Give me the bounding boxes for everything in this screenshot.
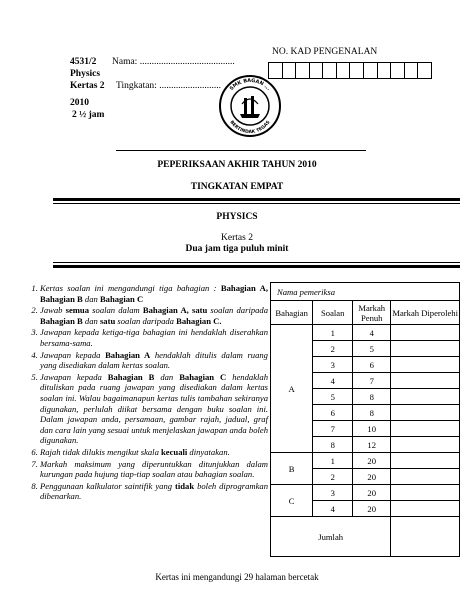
full-marks: 20: [353, 501, 391, 517]
instruction-item: 7. Markah maksimum yang diperuntukkan ditunjukkan dalam kurungan pada hujung tiap-tiap soalan atau bahagian soalan.: [40, 459, 268, 480]
question-number: 6: [313, 405, 353, 421]
year-label: 2010: [70, 98, 89, 108]
section-c-label: C: [271, 485, 313, 517]
total-label: Jumlah: [271, 517, 391, 557]
paper-code: 4531/2: [70, 57, 97, 67]
level-title: TINGKATAN EMPAT: [190, 182, 284, 192]
ic-label: NO. KAD PENGENALAN: [272, 47, 378, 57]
full-marks: 7: [353, 373, 391, 389]
exam-title: PEPERIKSAAN AKHIR TAHUN 2010: [157, 160, 317, 170]
section-a-label: A: [271, 325, 313, 453]
marks-obtained-cell[interactable]: [391, 405, 460, 421]
paper-title: Kertas 2: [221, 233, 253, 243]
header-section: Bahagian: [271, 301, 313, 325]
full-marks: 20: [353, 453, 391, 469]
section-b-label: B: [271, 453, 313, 485]
question-number: 1: [313, 453, 353, 469]
instruction-item: 5. Jawapan kepada Bahagian B dan Bahagian C hendaklah dituliskan pada ruang jawapan yang disediakan dalam kertas soalan ini. Walau bagaimanapun kertas tulis tambahan sekiranya digunakan, perlulah diikat bersama dengan buku soalan ini. Dalam jawapan anda, persamaan, gambar rajah, jadual, graf dan cara lain yang sesuai untuk menjelaskan jawapan anda boleh digunakan.: [40, 372, 268, 446]
question-number: 1: [313, 325, 353, 341]
marks-obtained-cell[interactable]: [391, 469, 460, 485]
question-number: 4: [313, 501, 353, 517]
page-count-footer: Kertas ini mengandungi 29 halaman bercetak: [155, 572, 319, 582]
full-marks: 8: [353, 389, 391, 405]
question-number: 3: [313, 357, 353, 373]
thick-rule-top: [53, 198, 460, 201]
thin-rule-top: [53, 203, 460, 204]
full-marks: 5: [353, 341, 391, 357]
marks-obtained-cell[interactable]: [391, 357, 460, 373]
instruction-item: 4. Jawapan kepada Bahagian A hendaklah ditulis dalam ruang yang disediakan dalam kertas soalan.: [40, 350, 268, 371]
paper-label: Kertas 2: [70, 81, 105, 91]
marks-obtained-cell[interactable]: [391, 485, 460, 501]
header-question: Soalan: [313, 301, 353, 325]
marks-obtained-cell[interactable]: [391, 421, 460, 437]
subject-title: PHYSICS: [216, 212, 258, 222]
duration-title: Dua jam tiga puluh minit: [185, 244, 289, 254]
school-logo: [218, 74, 282, 138]
question-number: 7: [313, 421, 353, 437]
thin-rule-bottom: [53, 262, 460, 263]
marks-obtained-cell[interactable]: [391, 501, 460, 517]
instruction-item: 1. Kertas soalan ini mengandungi tiga bahagian : Bahagian A, Bahagian B dan Bahagian C: [40, 283, 268, 304]
full-marks: 20: [353, 469, 391, 485]
full-marks: 10: [353, 421, 391, 437]
instruction-item: 2. Jawab semua soalan dalam Bahagian A, satu soalan daripada Bahagian B dan satu soalan daripada Bahagian C.: [40, 305, 268, 326]
subject-label: Physics: [70, 69, 101, 79]
question-number: 8: [313, 437, 353, 453]
marks-obtained-cell[interactable]: [391, 373, 460, 389]
question-number: 5: [313, 389, 353, 405]
instruction-item: 3. Jawapan kepada ketiga-tiga bahagian ini hendaklah diserahkan bersama-sama.: [40, 327, 268, 348]
total-marks-cell[interactable]: [391, 517, 460, 557]
instruction-item: 6. Rajah tidak dilukis mengikut skala kecuali dinyatakan.: [40, 447, 268, 458]
marks-table: [270, 282, 460, 557]
form-field[interactable]: Tingkatan: ..........................: [116, 81, 221, 91]
instruction-item: 8. Penggunaan kalkulator saintifik yang tidak boleh diprogramkan dibenarkan.: [40, 481, 268, 502]
marks-obtained-cell[interactable]: [391, 453, 460, 469]
marks-obtained-cell[interactable]: [391, 437, 460, 453]
full-marks: 12: [353, 437, 391, 453]
name-field[interactable]: Nama: ........................................: [112, 57, 235, 67]
full-marks: 20: [353, 485, 391, 501]
instructions-list: [26, 283, 268, 503]
header-marks-obtained: Markah Diperolehi: [391, 301, 460, 325]
marks-obtained-cell[interactable]: [391, 325, 460, 341]
full-marks: 8: [353, 405, 391, 421]
marks-obtained-cell[interactable]: [391, 389, 460, 405]
question-number: 2: [313, 469, 353, 485]
examiner-name-cell[interactable]: Nama pemeriksa: [271, 283, 460, 301]
svg-text:BERTINDAK TEGAS: BERTINDAK TEGAS: [228, 120, 272, 136]
question-number: 3: [313, 485, 353, 501]
header-divider: [116, 150, 366, 151]
ic-number-boxes[interactable]: [268, 62, 432, 79]
header-full-marks: Markah Penuh: [353, 301, 391, 325]
duration-label: 2 ½ jam: [72, 110, 105, 120]
full-marks: 4: [353, 325, 391, 341]
marks-obtained-cell[interactable]: [391, 341, 460, 357]
question-number: 4: [313, 373, 353, 389]
thick-rule-bottom: [53, 265, 460, 268]
svg-text:SMK BAGAN ...: SMK BAGAN ...: [228, 77, 272, 92]
question-number: 2: [313, 341, 353, 357]
full-marks: 6: [353, 357, 391, 373]
